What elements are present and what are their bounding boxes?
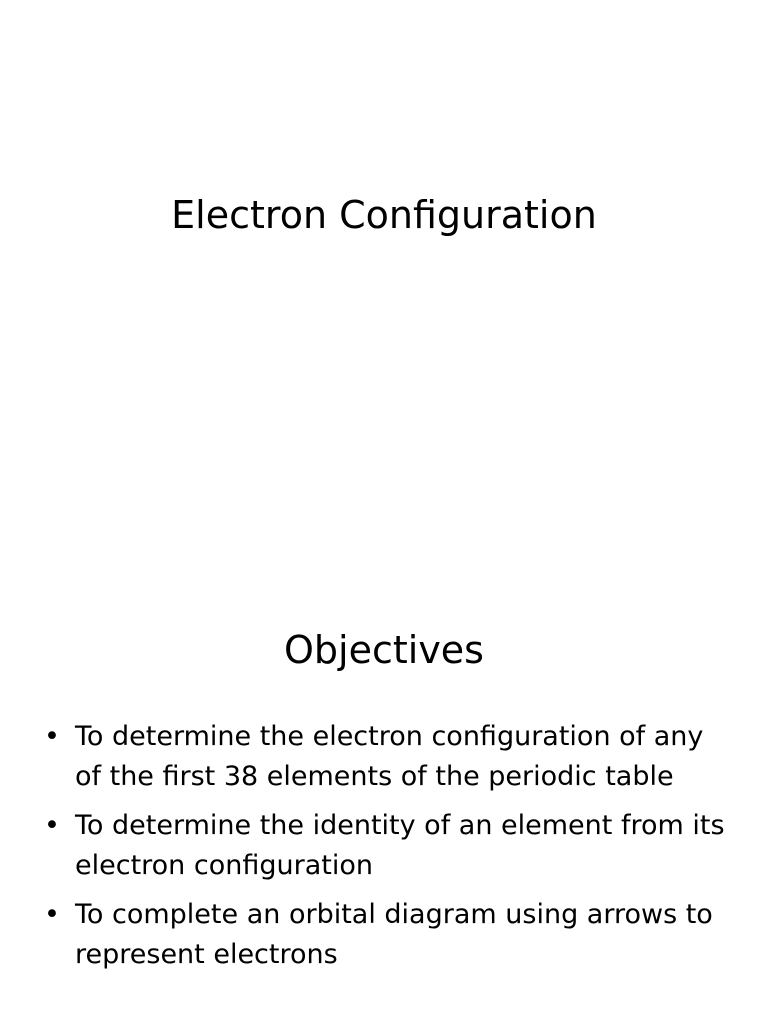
bullet-text: To determine the identity of an element from its electron configuration bbox=[75, 810, 725, 881]
list-item bbox=[0, 895, 768, 975]
bullet-text: To determine the electron configuration of any of the first 38 elements of the periodic table bbox=[75, 721, 704, 792]
objectives-list bbox=[0, 717, 768, 984]
slide-title: Electron Configuration bbox=[171, 193, 597, 237]
list-item bbox=[0, 717, 768, 797]
list-item bbox=[0, 806, 768, 886]
bullet-text: To complete an orbital diagram using arrows to represent electrons bbox=[75, 899, 713, 970]
objectives-slide bbox=[0, 512, 768, 1024]
bullet-icon: • bbox=[44, 721, 60, 752]
bullet-icon: • bbox=[44, 899, 60, 930]
objectives-title: Objectives bbox=[284, 628, 484, 672]
bullet-icon: • bbox=[44, 810, 60, 841]
